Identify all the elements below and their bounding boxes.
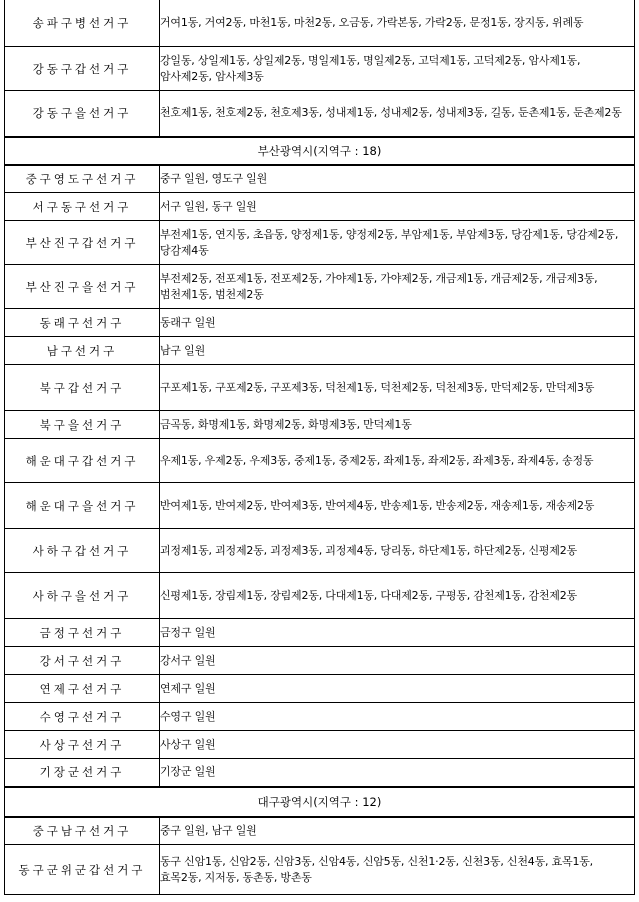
district-area: 구포제1동, 구포제2동, 구포제3동, 덕천제1동, 덕천제2동, 덕천제3동, 만덕제2동, 만덕제3동 [160, 365, 635, 411]
district-name: 강서구선거구 [5, 647, 160, 675]
district-name: 부산진구갑선거구 [5, 221, 160, 265]
district-name: 동구군위군갑선거구 [5, 845, 160, 895]
region-header-row [5, 787, 635, 817]
district-row [5, 193, 635, 221]
district-area: 수영구 일원 [160, 703, 635, 731]
district-area: 반여제1동, 반여제2동, 반여제3동, 반여제4동, 반송제1동, 반송제2동, 재송제1동, 재송제2동 [160, 483, 635, 529]
district-area: 거여1동, 거여2동, 마천1동, 마천2동, 오금동, 가락본동, 가락2동, 문정1동, 장지동, 위례동 [160, 0, 635, 47]
district-area: 중구 일원, 남구 일원 [160, 817, 635, 845]
district-area: 천호제1동, 천호제2동, 천호제3동, 성내제1동, 성내제2동, 성내제3동, 길동, 둔촌제1동, 둔촌제2동 [160, 91, 635, 137]
district-row [5, 731, 635, 759]
district-table [4, 0, 635, 895]
district-row [5, 365, 635, 411]
district-area: 중구 일원, 영도구 일원 [160, 165, 635, 193]
district-row [5, 573, 635, 619]
district-name: 금정구선거구 [5, 619, 160, 647]
district-row [5, 483, 635, 529]
district-row [5, 647, 635, 675]
district-area: 강서구 일원 [160, 647, 635, 675]
district-name: 강동구을선거구 [5, 91, 160, 137]
district-name: 중구남구선거구 [5, 817, 160, 845]
district-name: 기장군선거구 [5, 759, 160, 787]
district-area: 동구 신암1동, 신암2동, 신암3동, 신암4동, 신암5동, 신천1·2동, 신천3동, 신천4동, 효목1동, 효목2동, 지저동, 동촌동, 방촌동 [160, 845, 635, 895]
district-row [5, 221, 635, 265]
district-area: 남구 일원 [160, 337, 635, 365]
district-name: 부산진구을선거구 [5, 265, 160, 309]
district-name: 서구동구선거구 [5, 193, 160, 221]
district-name: 송파구병선거구 [5, 0, 160, 47]
district-area: 사상구 일원 [160, 731, 635, 759]
district-area: 부전제2동, 전포제1동, 전포제2동, 가야제1동, 가야제2동, 개금제1동, 개금제2동, 개금제3동, 범천제1동, 범천제2동 [160, 265, 635, 309]
district-row [5, 91, 635, 137]
district-name: 강동구갑선거구 [5, 47, 160, 91]
district-row [5, 265, 635, 309]
district-area: 금정구 일원 [160, 619, 635, 647]
district-name: 사상구선거구 [5, 731, 160, 759]
district-row [5, 703, 635, 731]
region-header-row [5, 137, 635, 165]
district-area: 부전제1동, 연지동, 초읍동, 양정제1동, 양정제2동, 부암제1동, 부암제3동, 당감제1동, 당감제2동, 당감제4동 [160, 221, 635, 265]
district-row [5, 411, 635, 439]
district-row [5, 0, 635, 47]
district-row [5, 759, 635, 787]
district-name: 동래구선거구 [5, 309, 160, 337]
district-name: 사하구을선거구 [5, 573, 160, 619]
district-name: 연제구선거구 [5, 675, 160, 703]
district-row [5, 845, 635, 895]
district-row [5, 47, 635, 91]
district-area: 동래구 일원 [160, 309, 635, 337]
district-area: 서구 일원, 동구 일원 [160, 193, 635, 221]
district-name: 남구선거구 [5, 337, 160, 365]
district-area: 강일동, 상일제1동, 상일제2동, 명일제1동, 명일제2동, 고덕제1동, 고덕제2동, 암사제1동, 암사제2동, 암사제3동 [160, 47, 635, 91]
district-name: 사하구갑선거구 [5, 529, 160, 573]
district-area: 괴정제1동, 괴정제2동, 괴정제3동, 괴정제4동, 당리동, 하단제1동, 하단제2동, 신평제2동 [160, 529, 635, 573]
district-area: 우제1동, 우제2동, 우제3동, 중제1동, 중제2동, 좌제1동, 좌제2동, 좌제3동, 좌제4동, 송정동 [160, 439, 635, 483]
district-table-body [5, 0, 635, 895]
district-row [5, 529, 635, 573]
district-row [5, 619, 635, 647]
district-row [5, 817, 635, 845]
district-name: 북구갑선거구 [5, 365, 160, 411]
district-row [5, 337, 635, 365]
district-area: 연제구 일원 [160, 675, 635, 703]
district-row [5, 675, 635, 703]
district-area: 기장군 일원 [160, 759, 635, 787]
region-header: 대구광역시(지역구 : 12) [5, 787, 635, 817]
district-row [5, 439, 635, 483]
district-row [5, 309, 635, 337]
district-name: 북구을선거구 [5, 411, 160, 439]
district-area: 금곡동, 화명제1동, 화명제2동, 화명제3동, 만덕제1동 [160, 411, 635, 439]
district-name: 해운대구을선거구 [5, 483, 160, 529]
district-area: 신평제1동, 장림제1동, 장림제2동, 다대제1동, 다대제2동, 구평동, 감천제1동, 감천제2동 [160, 573, 635, 619]
district-name: 해운대구갑선거구 [5, 439, 160, 483]
district-name: 수영구선거구 [5, 703, 160, 731]
district-row [5, 165, 635, 193]
district-name: 중구영도구선거구 [5, 165, 160, 193]
region-header: 부산광역시(지역구 : 18) [5, 137, 635, 165]
